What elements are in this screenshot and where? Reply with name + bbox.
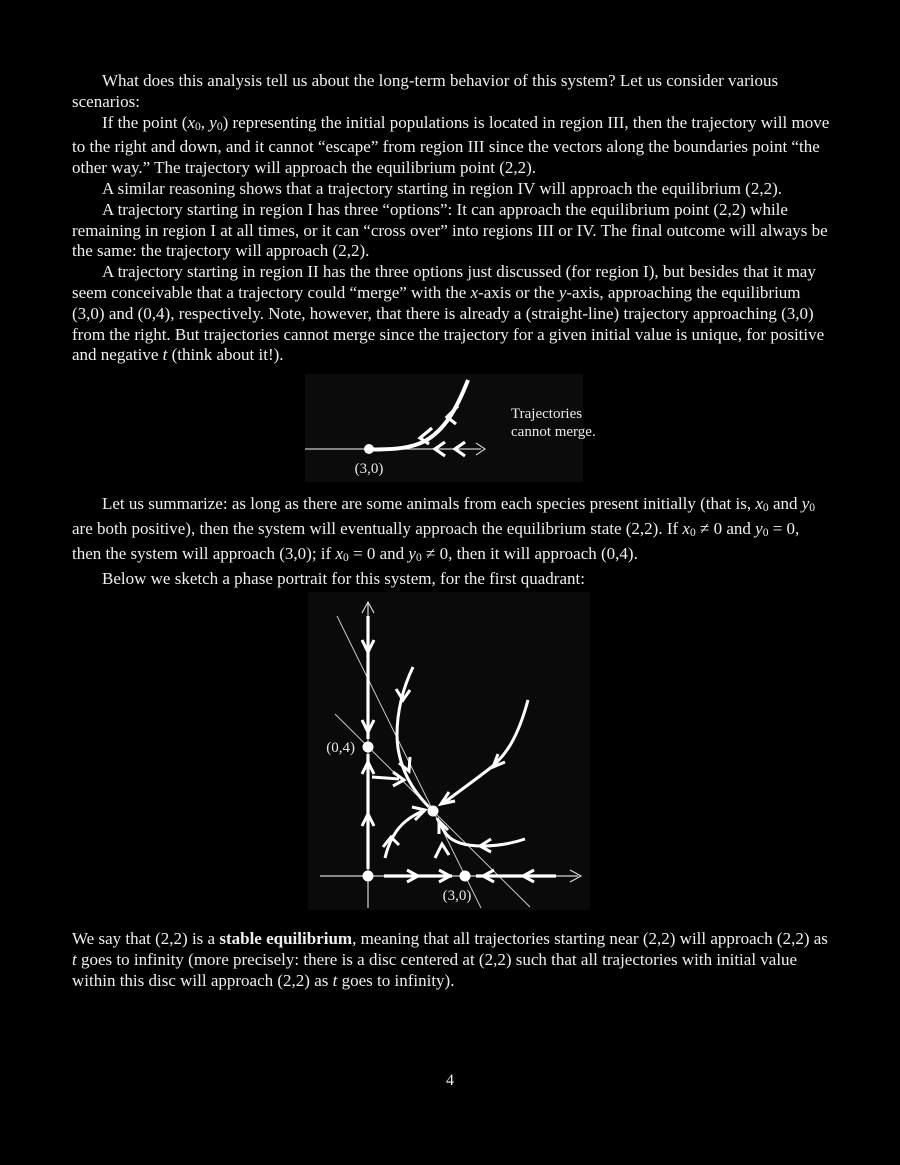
text-segment: = 0 and (348, 543, 409, 563)
text-segment: -axis or the (478, 283, 559, 303)
figure-trajectories-cannot-merge (305, 372, 605, 482)
text-segment: Let us summarize: as long as there are some animals from each species present initially (that is, (102, 494, 756, 513)
text-segment: goes to infinity (more precisely: there is a disc centered at (2,2) such that all trajectories with initial value within this disc will approach (2,2) as (72, 949, 798, 990)
paragraph (72, 113, 832, 179)
equilibrium-dot-22 (428, 806, 439, 817)
merge-figure-canvas (305, 372, 605, 482)
page-number: 4 (446, 1072, 454, 1089)
paragraph (72, 929, 832, 991)
text-segment: x (187, 112, 195, 132)
figure-caption-line2: cannot merge. (511, 424, 596, 440)
text-segment: , meaning that all trajectories starting near (2,2) will approach (2,2) as (352, 929, 828, 948)
paragraph (72, 569, 832, 590)
text-segment: 0 (809, 501, 816, 515)
text-segment: y (408, 543, 416, 563)
text-segment: stable equilibrium (219, 929, 353, 948)
text-segment: A trajectory starting in region I has three “options”: It can approach the equilibrium point (2,2) while remaining in region I at all times, or it can “cross over” into regions III or IV. The final outcome will always be the same: the trajectory will approach (2,2). (72, 199, 828, 261)
figure-phase-portrait (300, 592, 600, 912)
text-segment: x (682, 518, 690, 538)
text-segment: ≠ 0, then it will approach (0,4). (421, 543, 638, 563)
paragraph (72, 200, 832, 262)
text-segment: y (209, 112, 217, 132)
text-segment: What does this analysis tell us about the long-term behavior of this system? Let us consider various scenarios: (72, 71, 779, 111)
text-block-top (72, 71, 832, 366)
text-segment: and (768, 494, 802, 513)
text-segment: 0 (415, 550, 422, 564)
text-segment: 0 (342, 550, 349, 564)
text-segment: ) representing the initial populations is located in region III, then the trajectory will move to the right and down, and it cannot “escape” from region III since the vectors along the boundaries point “the other way.” The trajectory will approach the equilibrium point (2,2). (72, 112, 830, 178)
paragraph (72, 179, 832, 200)
text-segment: ≠ 0 and (695, 518, 756, 538)
text-segment: x (755, 494, 763, 513)
x-equilibrium-label: (3,0) (442, 888, 472, 904)
trajectory-from-left (372, 777, 399, 779)
text-segment: 0 (762, 501, 769, 515)
text-segment: Below we sketch a phase portrait for this system, for the first quadrant: (102, 568, 585, 588)
text-segment: x (470, 283, 479, 303)
text-segment: y (801, 494, 810, 513)
text-segment: (think about it!). (167, 345, 284, 365)
equilibrium-dot-30 (460, 871, 471, 882)
text-segment: x (335, 543, 343, 563)
text-segment: If the point ( (102, 112, 188, 132)
text-segment: t (332, 970, 338, 990)
paragraph (72, 71, 832, 113)
text-block-bottom (72, 929, 832, 991)
text-block-middle (72, 494, 832, 589)
text-segment: t (162, 345, 168, 365)
equilibrium-dot (364, 444, 374, 454)
text-segment: 0 (216, 119, 223, 133)
y-equilibrium-label: (0,4) (326, 740, 355, 756)
phase-portrait-canvas (300, 592, 600, 912)
text-segment: 0 (689, 525, 696, 539)
text-segment: y (755, 518, 763, 538)
paragraph (72, 494, 832, 569)
origin-dot (363, 871, 374, 882)
text-segment: -axis, approaching the equilibrium (3,0) and (0,4), respectively. Note, however, that there is already a (straight-line) trajectory approaching (3,0) from the right. But trajectories cannot merge since the trajectory for a given initial value is unique, for positive and negative (72, 283, 825, 365)
text-segment: t (72, 949, 77, 969)
text-segment: = 0, then the system will approach (3,0); if (72, 518, 800, 563)
text-segment: are both positive), then the system will eventually approach the equilibrium state (2,2). If (72, 518, 683, 538)
point-label: (3,0) (354, 461, 384, 477)
equilibrium-dot-04 (363, 742, 374, 753)
text-segment: 0 (195, 119, 201, 133)
text-segment: We say that (2,2) is a (72, 929, 220, 948)
text-segment: 0 (762, 525, 769, 539)
text-segment: , (200, 112, 210, 132)
text-segment: A similar reasoning shows that a trajectory starting in region IV will approach the equilibrium (2,2). (102, 179, 782, 199)
text-segment: y (558, 283, 567, 303)
text-segment: goes to infinity). (337, 970, 455, 990)
figure-caption-line1: Trajectories (511, 406, 583, 422)
text-segment: A trajectory starting in region II has the three options just discussed (for region I), but besides that it may seem conceivable that a trajectory could “merge” with the (72, 262, 816, 303)
paragraph (72, 262, 832, 366)
